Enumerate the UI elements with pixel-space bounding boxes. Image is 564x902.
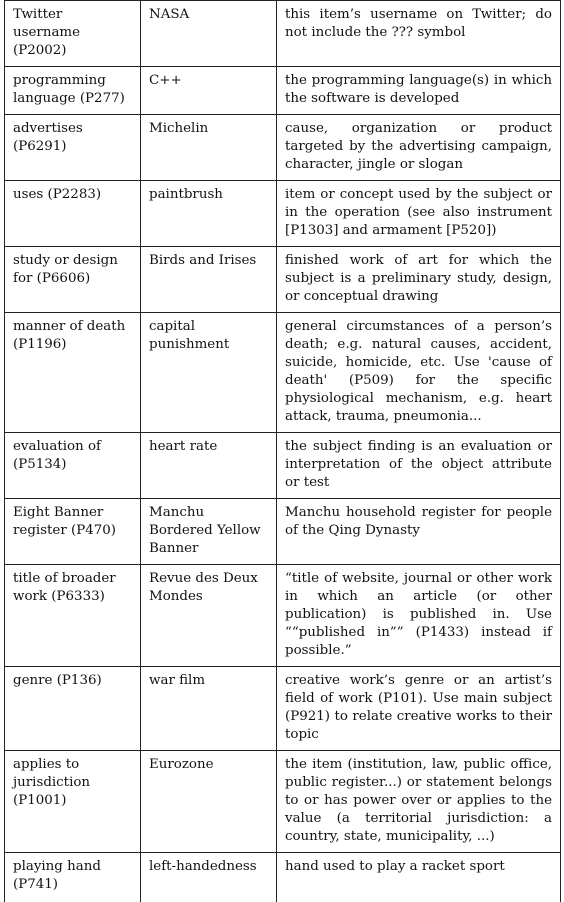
property-description: cause, organization or product targeted by the advertising campaign, character, jingle or slogan bbox=[277, 115, 561, 181]
example-value: paintbrush bbox=[141, 181, 277, 247]
property-description: hand used to play a racket sport bbox=[277, 853, 561, 902]
property-description: the subject finding is an evaluation or interpretation of the object attribute or test bbox=[277, 433, 561, 499]
table-row bbox=[5, 181, 561, 247]
property-name: title of broader work (P6333) bbox=[5, 565, 141, 667]
property-name: Eight Banner register (P470) bbox=[5, 499, 141, 565]
property-description: the programming language(s) in which the software is developed bbox=[277, 67, 561, 115]
example-value: Eurozone bbox=[141, 751, 277, 853]
property-description: finished work of art for which the subject is a preliminary study, design, or conceptual drawing bbox=[277, 247, 561, 313]
property-description: item or concept used by the subject or in the operation (see also instrument [P1303] and armament [P520]) bbox=[277, 181, 561, 247]
property-table bbox=[4, 0, 561, 902]
table-row bbox=[5, 313, 561, 433]
table-row bbox=[5, 67, 561, 115]
example-value: NASA bbox=[141, 1, 277, 67]
property-name: evaluation of (P5134) bbox=[5, 433, 141, 499]
property-name: advertises (P6291) bbox=[5, 115, 141, 181]
example-value: war film bbox=[141, 667, 277, 751]
table-row bbox=[5, 499, 561, 565]
property-description: the item (institution, law, public office, public register...) or statement belongs to or has power over or applies to the value (a territorial jurisdiction: a country, state, municipality, ...) bbox=[277, 751, 561, 853]
property-name: applies to jurisdiction (P1001) bbox=[5, 751, 141, 853]
example-value: left-handedness bbox=[141, 853, 277, 902]
property-name: Twitter username (P2002) bbox=[5, 1, 141, 67]
property-description: creative work’s genre or an artist’s field of work (P101). Use main subject (P921) to relate creative works to their topic bbox=[277, 667, 561, 751]
table-row bbox=[5, 853, 561, 902]
document-page bbox=[4, 0, 560, 902]
table-row bbox=[5, 667, 561, 751]
property-description: this item’s username on Twitter; do not include the ??? symbol bbox=[277, 1, 561, 67]
property-name: study or design for (P6606) bbox=[5, 247, 141, 313]
example-value: Birds and Irises bbox=[141, 247, 277, 313]
property-name: manner of death (P1196) bbox=[5, 313, 141, 433]
example-value: Revue des Deux Mondes bbox=[141, 565, 277, 667]
property-description: general circumstances of a person’s death; e.g. natural causes, accident, suicide, homicide, etc. Use 'cause of death' (P509) for the specific physiological mechanism, e.g. heart attack, trauma, pneumonia... bbox=[277, 313, 561, 433]
property-name: programming language (P277) bbox=[5, 67, 141, 115]
property-description: “title of website, journal or other work in which an article (or other publication) is published in. Use ““published in”” (P1433) instead if possible.” bbox=[277, 565, 561, 667]
example-value: C++ bbox=[141, 67, 277, 115]
example-value: capital punishment bbox=[141, 313, 277, 433]
property-name: genre (P136) bbox=[5, 667, 141, 751]
property-name: playing hand (P741) bbox=[5, 853, 141, 902]
table-row bbox=[5, 751, 561, 853]
table-row bbox=[5, 115, 561, 181]
property-name: uses (P2283) bbox=[5, 181, 141, 247]
table-row bbox=[5, 565, 561, 667]
table-row bbox=[5, 1, 561, 67]
table-row bbox=[5, 247, 561, 313]
example-value: Manchu Bordered Yellow Banner bbox=[141, 499, 277, 565]
property-description: Manchu household register for people of the Qing Dynasty bbox=[277, 499, 561, 565]
example-value: Michelin bbox=[141, 115, 277, 181]
table-row bbox=[5, 433, 561, 499]
example-value: heart rate bbox=[141, 433, 277, 499]
